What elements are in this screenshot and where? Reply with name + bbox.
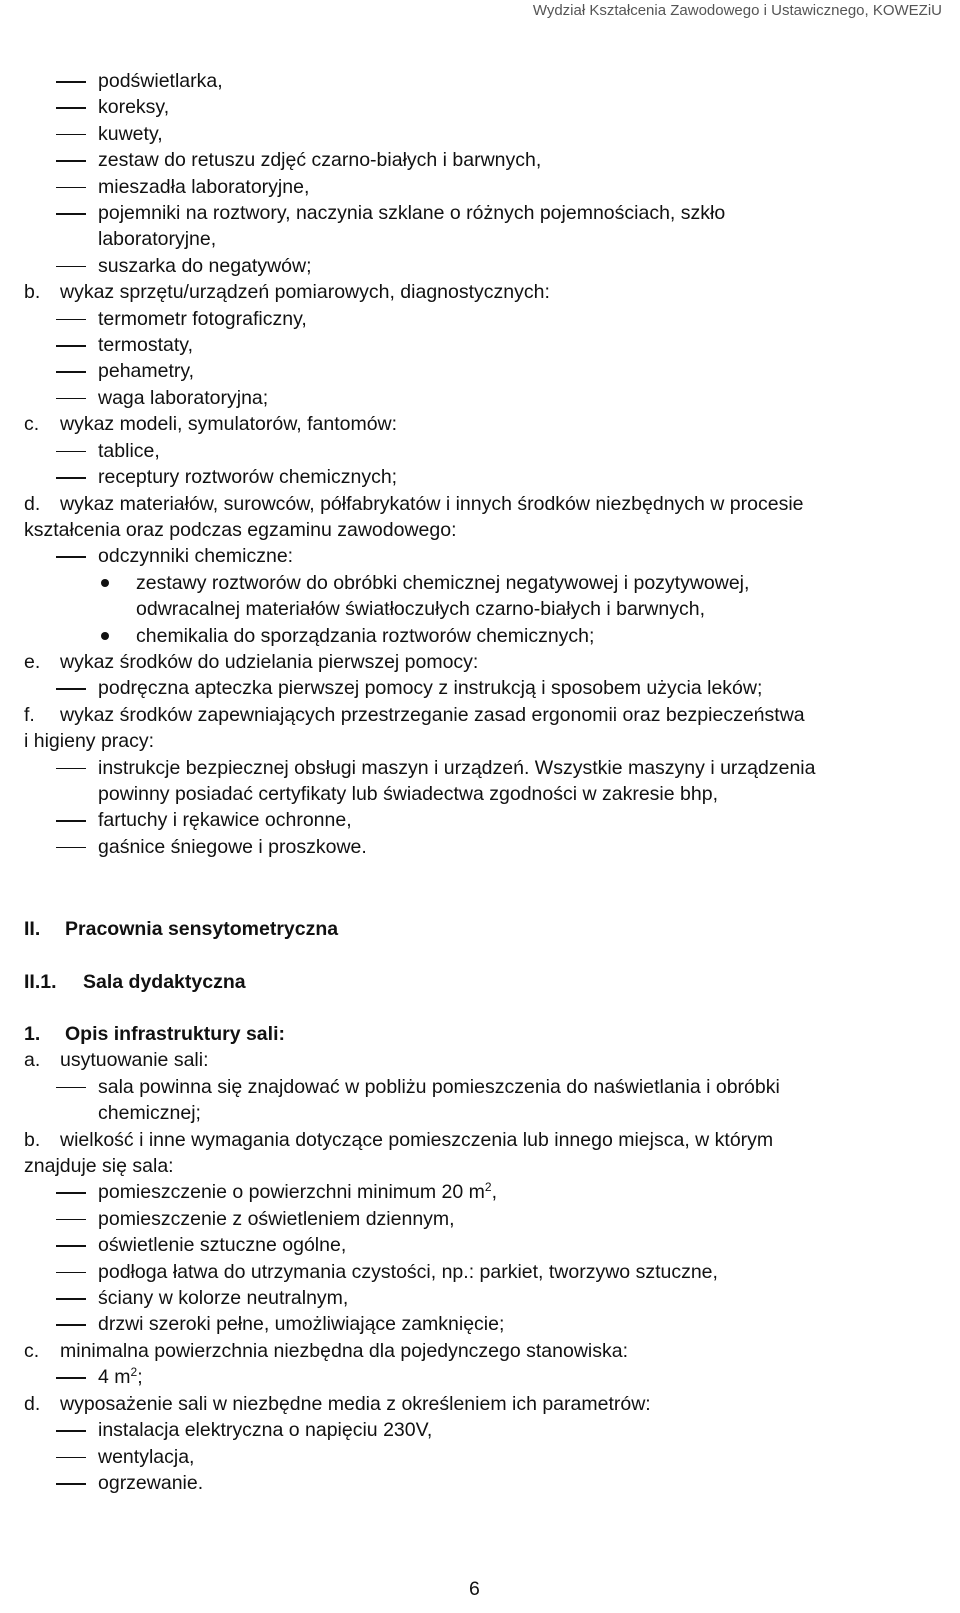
list-item: [24, 1259, 924, 1285]
list-item: [24, 464, 924, 490]
list-item: [24, 1232, 924, 1258]
section-label: wykaz modeli, symulatorów, fantomów:: [60, 413, 398, 436]
dash-marker: [56, 1457, 86, 1459]
section-label-continuation: kształcenia oraz podczas egzaminu zawodowego:: [24, 518, 457, 541]
dash-marker: [56, 319, 86, 321]
list-item: [24, 1206, 924, 1232]
dash-marker: [56, 187, 86, 189]
list-item-text: pomieszczenie z oświetleniem dziennym,: [98, 1207, 455, 1230]
list-item: [24, 358, 924, 384]
list-item-continuation: powinny posiadać certyfikaty lub świadectwa zgodności w zakresie bhp,: [98, 782, 718, 805]
dash-marker: [56, 1483, 86, 1485]
list-item-text: ogrzewanie.: [98, 1471, 204, 1494]
list-item-text: instrukcje bezpiecznej obsługi maszyn i urządzeń. Wszystkie maszyny i urządzenia: [98, 756, 816, 779]
section-label-continuation: i higieny pracy:: [24, 730, 155, 753]
list-letter: f.: [24, 703, 35, 726]
heading-title: Sala dydaktyczna: [83, 970, 246, 993]
list-item: [24, 1417, 924, 1443]
spacer: [24, 888, 924, 916]
bullet-marker: [101, 579, 109, 587]
bullet-item-text: chemikalia do sporządzania roztworów chemicznych;: [136, 624, 595, 647]
list-item-text: zestaw do retuszu zdjęć czarno-białych i barwnych,: [98, 149, 542, 172]
heading-title: Pracownia sensytometryczna: [65, 918, 339, 941]
section-d: [24, 491, 924, 517]
list-item: [24, 438, 924, 464]
dash-marker: [56, 213, 86, 215]
dash-marker: [56, 134, 86, 136]
section-label: usytuowanie sali:: [60, 1049, 209, 1072]
section-label: wyposażenie sali w niezbędne media z określeniem ich parametrów:: [60, 1392, 651, 1415]
section-d: [24, 1391, 924, 1417]
list-item: [24, 834, 924, 860]
dash-marker: [56, 1377, 86, 1379]
bullet-marker: [101, 632, 109, 640]
list-item: [24, 1074, 924, 1100]
list-item-continuation: chemicznej;: [98, 1102, 201, 1125]
section-label: wykaz sprzętu/urządzeń pomiarowych, diagnostycznych:: [60, 281, 550, 304]
list-item-text: instalacja elektryczna o napięciu 230V,: [98, 1419, 433, 1442]
section-a: [24, 1047, 924, 1073]
spacer: [24, 860, 924, 888]
list-item-text: suszarka do negatywów;: [98, 254, 312, 277]
list-item-text: tablice,: [98, 439, 160, 462]
heading-title: Opis infrastruktury sali:: [65, 1023, 285, 1045]
page-header: Wydział Kształcenia Zawodowego i Ustawicznego, KOWEZiU: [532, 2, 942, 19]
list-item: [24, 1470, 924, 1496]
list-letter: c.: [24, 1339, 40, 1362]
list-letter: d.: [24, 492, 41, 515]
dash-marker: [56, 81, 86, 83]
list-item-text: drzwi szeroki pełne, umożliwiające zamknięcie;: [98, 1313, 505, 1336]
list-item-text: fartuchy i rękawice ochronne,: [98, 809, 352, 832]
superscript: 2: [130, 1365, 138, 1380]
list-letter: d.: [24, 1392, 41, 1415]
list-item: [24, 147, 924, 173]
heading-number: II.1.: [24, 970, 57, 993]
page-number: 6: [469, 1578, 480, 1600]
section-label: minimalna powierzchnia niezbędna dla pojedynczego stanowiska:: [60, 1339, 629, 1362]
list-item: [24, 306, 924, 332]
list-item-text: kuwety,: [98, 122, 163, 145]
list-item-text: podręczna apteczka pierwszej pomocy z instrukcją i sposobem użycia leków;: [98, 677, 763, 700]
list-item-continuation: laboratoryjne,: [98, 228, 217, 251]
bullet-item: [24, 570, 924, 596]
list-item-text: pojemniki na roztwory, naczynia szklane o różnych pojemnościach, szkło: [98, 202, 726, 225]
list-item-text: pomieszczenie o powierzchni minimum 20 m: [98, 1181, 485, 1204]
heading-number: II.: [24, 918, 41, 941]
dash-marker: [56, 556, 86, 558]
superscript: 2: [484, 1180, 492, 1195]
list-item: [24, 253, 924, 279]
section-b: [24, 1127, 924, 1153]
list-letter: b.: [24, 281, 41, 304]
list-item-text: oświetlenie sztuczne ogólne,: [98, 1234, 347, 1257]
list-item-text: mieszadła laboratoryjne,: [98, 175, 310, 198]
list-item-text: koreksy,: [98, 96, 170, 119]
dash-marker: [56, 1430, 86, 1432]
punctuation: ,: [491, 1181, 498, 1204]
section-b: [24, 279, 924, 305]
dash-marker: [56, 1087, 86, 1089]
list-item: [24, 1179, 924, 1205]
section-label: wykaz środków do udzielania pierwszej pomocy:: [60, 650, 479, 673]
list-item-text: pehametry,: [98, 360, 195, 383]
dash-marker: [56, 451, 86, 453]
dash-marker: [56, 398, 86, 400]
bullet-item-continuation: odwracalnej materiałów światłoczułych czarno-białych i barwnych,: [136, 598, 705, 621]
list-item-text: odczynniki chemiczne:: [98, 545, 294, 568]
list-item-text: termostaty,: [98, 334, 193, 357]
list-item-text: sala powinna się znajdować w pobliżu pomieszczenia do naświetlania i obróbki: [98, 1075, 780, 1098]
dash-marker: [56, 768, 86, 770]
list-item: [24, 385, 924, 411]
section-c: [24, 1338, 924, 1364]
dash-marker: [56, 1219, 86, 1221]
dash-marker: [56, 477, 86, 479]
section-label-continuation: znajduje się sala:: [24, 1155, 174, 1178]
dash-marker: [56, 371, 86, 373]
list-letter: e.: [24, 650, 41, 673]
bullet-item-text: zestawy roztworów do obróbki chemicznej negatywowej i pozytywowej,: [136, 571, 750, 594]
list-item-text: receptury roztworów chemicznych;: [98, 466, 398, 489]
list-item: [24, 755, 924, 781]
dash-marker: [56, 266, 86, 268]
list-item-text: gaśnice śniegowe i proszkowe.: [98, 835, 367, 858]
punctuation: ;: [137, 1366, 143, 1389]
dash-marker: [56, 1272, 86, 1274]
document-body: [24, 68, 924, 1496]
list-item: [24, 543, 924, 569]
list-letter: a.: [24, 1049, 41, 1072]
section-label: wykaz środków zapewniających przestrzeganie zasad ergonomii oraz bezpieczeństwa: [60, 703, 805, 726]
dash-marker: [56, 1245, 86, 1247]
list-letter: b.: [24, 1128, 41, 1151]
list-item: [24, 1311, 924, 1337]
list-item-text: podłoga łatwa do utrzymania czystości, np.: parkiet, tworzywo sztuczne,: [98, 1260, 718, 1283]
list-item: [24, 1444, 924, 1470]
list-item: [24, 807, 924, 833]
dash-marker: [56, 1324, 86, 1326]
list-item-text: ściany w kolorze neutralnym,: [98, 1287, 349, 1310]
section-f: [24, 702, 924, 728]
subsection-heading: [24, 1021, 924, 1047]
section-e: [24, 649, 924, 675]
list-item: [24, 1285, 924, 1311]
list-item: [24, 1364, 924, 1390]
dash-marker: [56, 1298, 86, 1300]
dash-marker: [56, 820, 86, 822]
section-label: wykaz materiałów, surowców, półfabrykatów i innych środków niezbędnych w procesie: [60, 492, 804, 515]
section-heading: [24, 916, 924, 942]
subsection-heading: [24, 969, 924, 995]
bullet-item: [24, 623, 924, 649]
list-item: [24, 200, 924, 226]
list-item: [24, 94, 924, 120]
list-item-text: termometr fotograficzny,: [98, 307, 307, 330]
list-item-text: waga laboratoryjna;: [98, 386, 269, 409]
dash-marker: [56, 107, 86, 109]
list-item: [24, 675, 924, 701]
list-item-text: podświetlarka,: [98, 70, 223, 92]
list-item: [24, 121, 924, 147]
list-item-text: 4 m: [98, 1366, 131, 1389]
section-label: wielkość i inne wymagania dotyczące pomieszczenia lub innego miejsca, w którym: [60, 1128, 774, 1151]
dash-marker: [56, 160, 86, 162]
list-item-text: wentylacja,: [98, 1445, 195, 1468]
spacer: [24, 943, 924, 969]
spacer: [24, 995, 924, 1021]
list-letter: c.: [24, 413, 40, 436]
list-item: [24, 174, 924, 200]
list-item: [24, 68, 924, 94]
dash-marker: [56, 847, 86, 849]
list-item: [24, 332, 924, 358]
dash-marker: [56, 345, 86, 347]
dash-marker: [56, 1192, 86, 1194]
heading-number: 1.: [24, 1023, 41, 1045]
dash-marker: [56, 688, 86, 690]
section-c: [24, 411, 924, 437]
